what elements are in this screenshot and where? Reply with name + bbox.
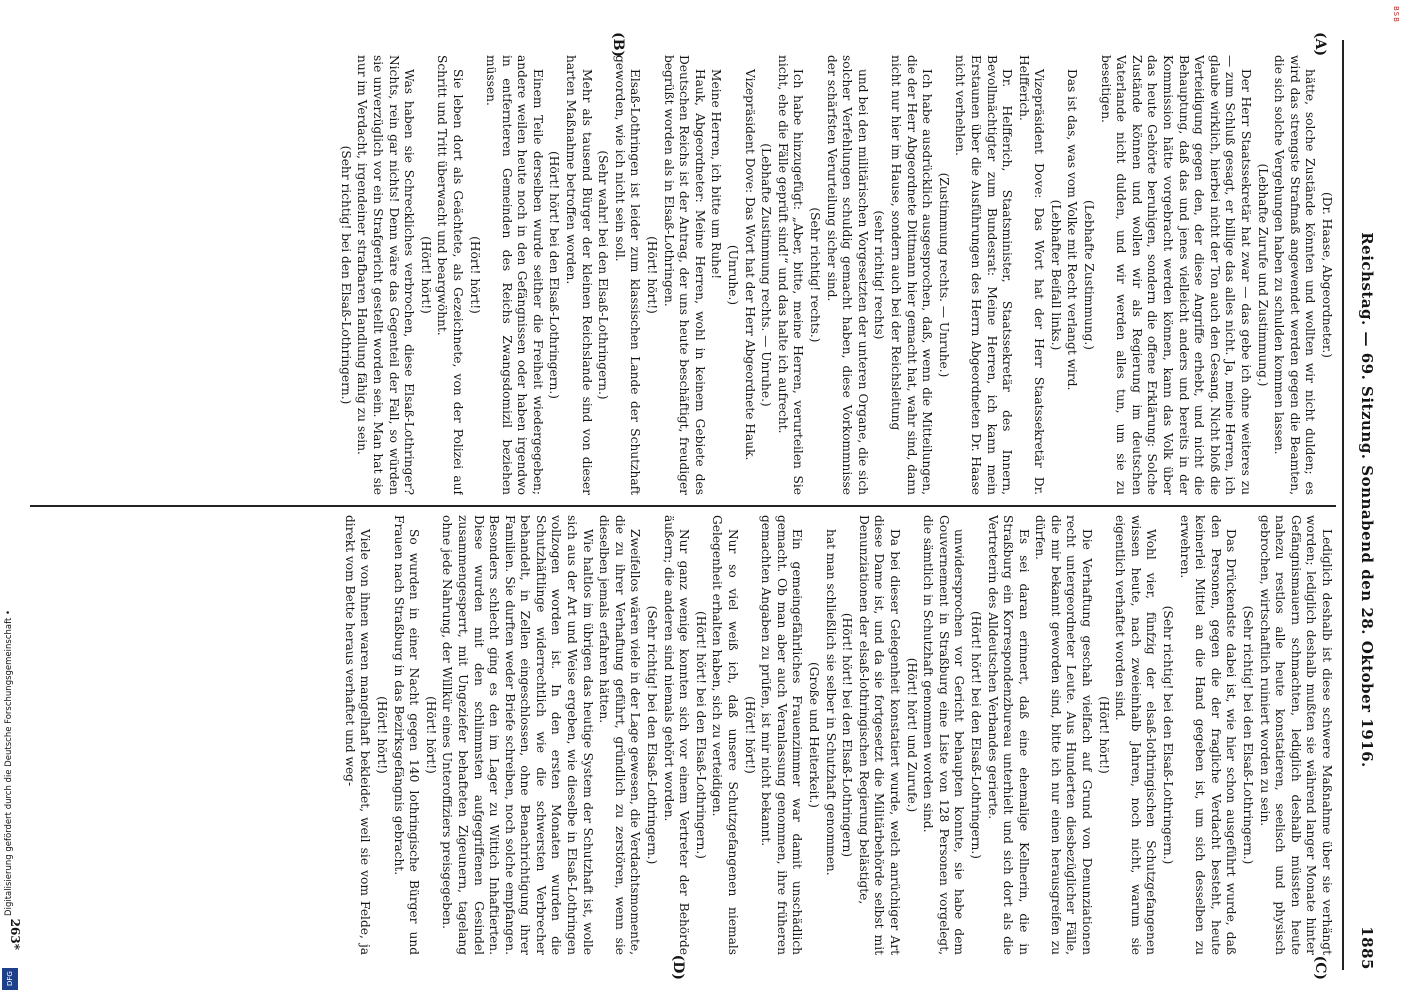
paragraph: Nur so viel weiß ich, daß unsere Schutzgefangenen niemals Gelegenheit erhalten haben, sich zu verteidigen. xyxy=(710,515,741,955)
paragraph: (Lebhafter Beifall links.) xyxy=(1048,199,1063,351)
page-number: 1885 xyxy=(1358,926,1376,970)
paragraph: (Sehr richtig! bei den Elsaß-Lothringern.) xyxy=(645,605,660,865)
paragraph: (Hört! hört! bei den Elsaß-Lothringern.) xyxy=(968,610,983,860)
paragraph: Was haben sie Schreckliches verbrochen, diese Elsaß-Lothringer? Nichts, rein gar nichts! Denn wäre das Gegenteil der Fall, so würden sie unverzüglich vor ein Strafgericht gestellt worden sein. Man hat sie nur im Verdacht, irgendeiner strafbaren Handlung fähig zu sein. xyxy=(355,55,417,495)
paragraph: (Sehr richtig! bei den Elsaß-Lothringern.) xyxy=(338,145,353,405)
paragraph: (Sehr richtig! bei den Elsaß-Lothringern.) xyxy=(1161,605,1176,865)
paragraph: (Hört! hört! bei den Elsaß-Lothringern.) xyxy=(693,610,708,860)
paragraph: (Hört! hört!) xyxy=(423,696,438,774)
paragraph: Die Verhaftung geschah vielfach auf Grund von Denunziationen recht untergeordneter Leute. Aus Hunderten diesbezüglicher Fälle, die mir bekannt geworden sind, bitte ich nur einen herausgreifen zu dürfen. xyxy=(1033,515,1095,955)
margin-marker-d: (D) xyxy=(670,954,686,980)
paragraph: (Sehr richtig! rechts.) xyxy=(808,207,822,343)
paragraph: Sie leben dort als Geächtete, als Gezeichnete, von der Polizei auf Schritt und Tritt überwacht und beargwöhnt. xyxy=(435,55,465,495)
paragraph: (Lebhafte Zurufe und Zustimmung.) xyxy=(1255,163,1270,387)
paragraph: (Große und Heiterkeit.) xyxy=(807,662,821,808)
paragraph: Mehr als tausend Bürger der kleinen Reichslande sind von dieser harten Maßnahme betroffen worden. xyxy=(564,55,594,495)
paragraph: (Lebhafte Zustimmung rechts. — Unruhe.) xyxy=(759,143,774,407)
paragraph: Elsaß-Lothringen ist leider zum klassischen Lande der Schutzhaft geworden, wie ich nicht sein soll. xyxy=(612,55,643,495)
page-header xyxy=(1350,30,1384,970)
margin-marker-a: (A) xyxy=(1312,32,1328,57)
paragraph: Zweifellos wären viele in der Lage gewesen, die Verdachtsmomente, die zu ihrer Verhaftung geführt, gründlich zu zerstören, wenn sie dieselben jemals erfahren hätten. xyxy=(597,515,643,955)
paragraph: (Sehr richtig! bei den Elsaß-Lothringern.) xyxy=(1241,605,1256,865)
paragraph: Einem Teile derselben wurde seither die Freiheit wiedergegeben; andere weilen heute noch in den Gefängnissen oder haben irgendwo in entfernteren Gemeinden des Reichs Zwangsdomizil beziehen müssen. xyxy=(484,55,545,495)
paragraph: Da bei dieser Gelegenheit konstatiert wurde, welch anrüchiger Art diese Dame ist, und da sie fortgesetzt die Militärbehörde selbst mit Denunziationen der elsaß-lothringischen Regierung belästigte, xyxy=(856,515,902,955)
paragraph: hätte, solche Zustände könnten und wollten wir nicht dulden; es wird das strengste Strafmaß angewendet werden gegen die Beamten, die sich solche Vergehungen haben zu schulden kommen lassen. xyxy=(1272,55,1318,495)
paragraph: Vizepräsident Dove: Das Wort hat der Herr Abgeordnete Hauk. xyxy=(742,69,757,461)
paragraph: Nur ganz wenige konnten sich vor einem Vertreter der Behörde äußern; die anderen sind niemals gehört worden. xyxy=(661,515,692,955)
column-rule xyxy=(30,505,1336,507)
paragraph: Der Herr Staatssekretär hat zwar — das gebe ich ohne weiteres zu — zum Schluß gesagt, er billige das alles nicht. Ja, meine Herren, ich glaube wirklich, hierbei nicht der Ton auch den Gesang. Nicht bloß die Verteidigung gegen den, der diese Angriffe erhebt, und nicht die Behauptung, daß das und jenes vielleicht anders und bereits in der Kommission hätte vorgebracht werden können, kann das Volk über das heute Gehörte beruhigen, sondern die offene Erklärung: Solche Zustände können und wollen wir als Regierung im deutschen Vaterlande nicht dulden, und wir werden alles tun, um sie zu beseitigen. xyxy=(1098,55,1254,495)
paragraph: Dr. Helfferich, Staatsminister, Staatssekretär des Innern, Bevollmächtigter zum Bundesrat: Meine Herren, ich kann mein Erstaunen über die Ausführungen des Herrn Abgeordneten Dr. Haase nicht verhehlen. xyxy=(953,55,1015,495)
paragraph: Wohl vier, fünfzig der elsaß-lothringischen Schutzgefangenen wissen heute, nach zweieinhalb Jahren, noch nicht, warum sie eigentlich verhaftet worden sind. xyxy=(1113,515,1159,955)
paragraph: Es sei daran erinnert, daß eine ehemalige Kellnerin, die in Straßburg ein Korrespondenzbureau unterhielt und sich dort als die Vertreterin des Alldeutschen Verbandes gerierte. xyxy=(985,515,1031,955)
paragraph: und bei den militärischen Vorgesetzten der unteren Organe, die sich solcher Verfehlungen schuldig gemacht haben, diese Vorkommnisse der schärfsten Verurteilung sicher sind. xyxy=(824,55,870,495)
paragraph: hat man schließlich sie selber in Schutzhaft genommen. xyxy=(823,529,838,876)
paragraph: Hauk, Abgeordneter: Meine Herren, wohl in keinem Gebiete des Deutschen Reichs ist der Antrag, der uns heute beschäftigt, freudiger begrüßt worden als in Elsaß-Lothringen. xyxy=(661,55,707,495)
paragraph: (Hört! hört!) xyxy=(645,236,660,314)
paragraph: Ein gemeingefährliches Frauenzimmer war damit unschädlich gemacht. Ob man aber auch Veranlassung genommen, ihre früheren gemachten Angaben zu prüfen, ist mir nicht bekannt. xyxy=(759,515,805,955)
library-watermark: BSB xyxy=(1392,6,1400,23)
paragraph: Das ist das, was vom Volke mit Recht verlangt wird. xyxy=(1065,69,1080,391)
paragraph: (Hört! hört!) xyxy=(467,236,482,314)
paragraph: (Unruhe.) xyxy=(726,244,741,306)
paragraph: (Dr. Haase, Abgeordneter.) xyxy=(1320,191,1334,358)
paragraph: Ich habe ausdrücklich ausgesprochen, daß, wenn die Mitteilungen, die der Herr Abgeordnete Dittmann hier gemacht hat, wahr sind, dann nicht nur hier im Hause, sondern auch bei der Reichsleitung xyxy=(888,55,935,495)
paragraph: (Hört! hört!) xyxy=(418,236,433,314)
paragraph: (Hört! hört!) xyxy=(374,696,389,774)
page-title: Reichstag. — 69. Sitzung. Sonnabend den 28. Oktober 1916. xyxy=(1358,232,1376,768)
paragraph: Vizepräsident Dove: Das Wort hat der Herr Staatssekretär Dr. Helfferich. xyxy=(1016,55,1047,495)
paragraph: (Hört! hört! bei den Elsaß-Lothringern.) xyxy=(547,150,562,400)
paragraph: (Zustimmung rechts. — Unruhe.) xyxy=(936,172,951,378)
left-column xyxy=(40,55,1334,495)
right-column xyxy=(40,515,1334,955)
paragraph: (sehr richtig! rechts) xyxy=(872,210,887,340)
paragraph: Ich habe hinzugefügt: „Aber, bitte, meine Herren, verurteilen Sie nicht, ehe die Fälle geprüft sind!“ und das halte ich aufrecht. xyxy=(775,55,806,495)
signature-mark: 263* xyxy=(8,918,22,950)
paragraph: unwidersprochen vor Gericht behaupten konnte, sie habe dem Gouvernement in Straßburg eine Liste von 128 Personen vorgelegt, die sämtlich in Schutzhaft genommen worden sind. xyxy=(921,515,967,955)
margin-marker-b: (B) xyxy=(610,32,626,58)
paragraph: (Sehr wahr! bei den Elsaß-Lothringern.) xyxy=(596,150,611,400)
paragraph: (Hört! hört! und Zurufe.) xyxy=(904,657,919,813)
paragraph: Das Drückendste dabei ist, wie hier schon ausgeführt wurde, daß den Personen, gegen die der fragliche Verdacht besteht, heute keinerlei Mittel an die Hand gegeben ist, um sich desselben zu erwehren. xyxy=(1177,515,1239,955)
header-rule xyxy=(1342,40,1344,970)
paragraph: (Hört! hört!) xyxy=(742,696,757,774)
dfg-logo: DFG xyxy=(2,968,18,990)
paragraph: So wurden in einer Nacht gegen 140 lothringische Bürger und Frauen nach Straßburg in das Bezirksgefängnis gebracht. xyxy=(391,515,422,955)
paragraph: Lediglich deshalb ist diese schwere Maßnahme über sie verhängt worden; lediglich deshalb mußten sie während langer Monate hinter Gefängnismauern schmachten, lediglich deshalb müssten heute nahezu restlos alle heute konstatieren, seelisch und physisch gebrochen, wirtschaftlich ruiniert worden zu sein. xyxy=(1257,515,1334,955)
margin-marker-c: (C) xyxy=(1312,955,1328,980)
paragraph: Viele von ihnen waren mangelhaft bekleidet, weil sie vom Felde, ja direkt vom Bette heraus verhaftet und weg- xyxy=(342,515,373,955)
funding-credit: Digitalisierung gefördert durch die Deutsche Forschungsgemeinschaft • xyxy=(4,610,14,916)
paragraph: (Lebhafte Zustimmung.) xyxy=(1082,199,1097,351)
paragraph: (Hört! hört! bei den Elsaß-Lothringern) xyxy=(840,612,855,858)
paragraph: (Hört! hört!) xyxy=(1096,696,1111,774)
paragraph: Wie haltlos im übrigen das heutige System der Schutzhaft ist, wolle sich aus der Art und Weise ergeben, wie dieselbe in Elsaß-Lothringen vollzogen worden ist. In den ersten Monaten wurden die Schutzhäftlinge widerrechtlich wie die schwersten Verbrecher behandelt, in Zellen eingeschlossen, ohne Benachrichtigung ihrer Familien. Sie durften weder Briefe schreiben, noch solche empfangen. Besonders schlecht ging es den im Lager zu Wittich Inhaftierten. Diese wurden mit den schlimmsten aufgegriffenen Gesindel zusammengesperrt, mit Ungeziefer behafteten Zigeunern, tagelang ohne jede Nahrung, der Willkür eines Unteroffiziers preisgegeben. xyxy=(440,515,595,955)
paragraph: Meine Herren, ich bitte um Ruhe! xyxy=(709,69,724,280)
